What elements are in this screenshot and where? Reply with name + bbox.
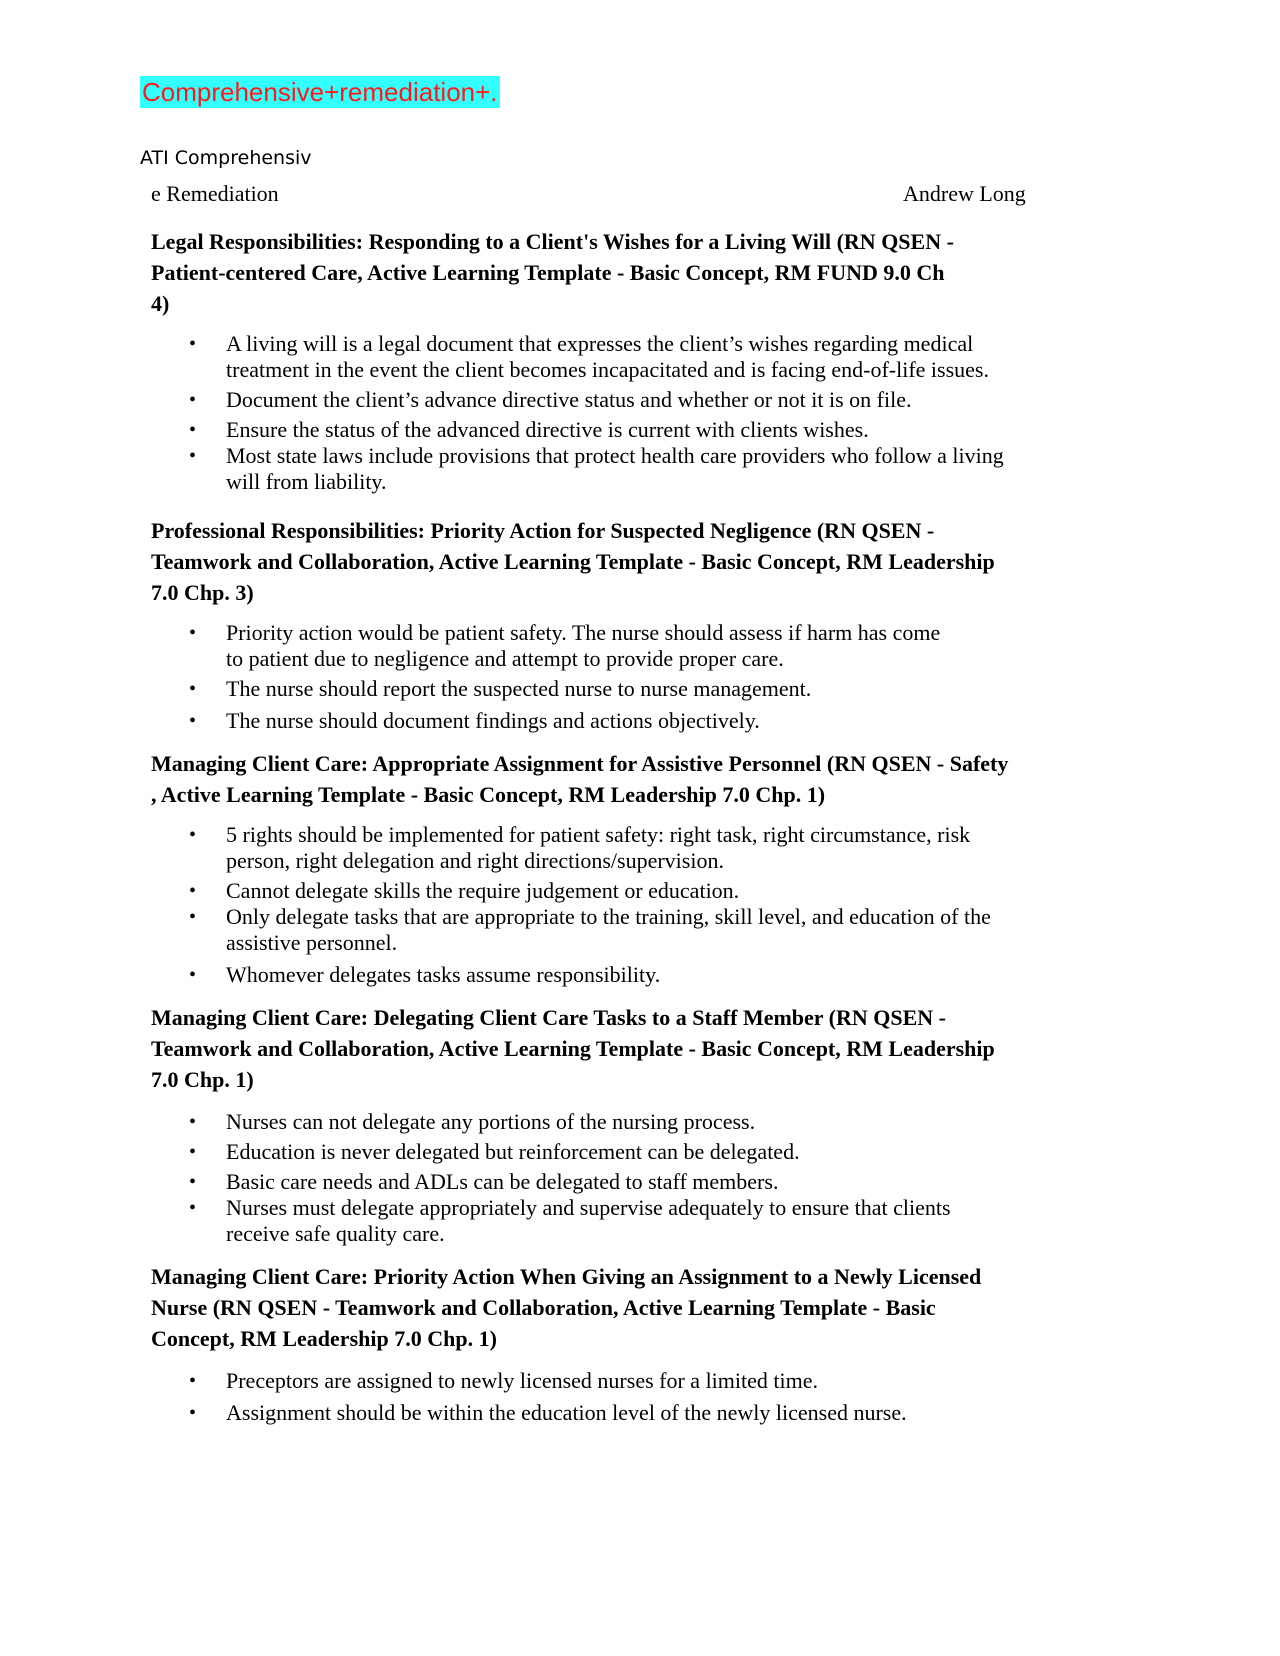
bullet-icon: • — [189, 622, 197, 644]
list-item-line: Basic care needs and ADLs can be delegated to staff members. — [226, 1169, 779, 1194]
list-item — [151, 417, 1141, 443]
list-item — [151, 708, 1141, 734]
list-item — [151, 904, 1141, 956]
bullet-icon: • — [189, 964, 197, 986]
bullet-icon: • — [189, 333, 197, 355]
author-name: Andrew Long — [903, 181, 1026, 206]
list-item-line: Education is never delegated but reinforcement can be delegated. — [226, 1139, 800, 1164]
section-heading-line: Managing Client Care: Delegating Client Care Tasks to a Staff Member (RN QSEN - — [151, 1005, 947, 1030]
bullet-icon: • — [189, 389, 197, 411]
section-heading — [151, 515, 1141, 608]
section-heading — [151, 1261, 1141, 1354]
bullet-icon: • — [189, 1141, 197, 1163]
bullet-icon: • — [189, 445, 197, 467]
list-item — [151, 878, 1141, 904]
list-item — [151, 443, 1141, 495]
list-item — [151, 1139, 1141, 1165]
list-item-line: Ensure the status of the advanced directive is current with clients wishes. — [226, 417, 869, 442]
bullet-icon: • — [189, 1197, 197, 1219]
list-item — [151, 1109, 1141, 1135]
section-heading-line: Managing Client Care: Priority Action When Giving an Assignment to a Newly Licensed — [151, 1264, 982, 1289]
section-heading-line: Legal Responsibilities: Responding to a Client's Wishes for a Living Will (RN QSEN - — [151, 229, 954, 254]
list-item-line: treatment in the event the client becomes incapacitated and is facing end-of-life issues. — [226, 357, 989, 382]
list-item-line: The nurse should document findings and actions objectively. — [226, 708, 760, 733]
list-item-line: Nurses can not delegate any portions of the nursing process. — [226, 1109, 756, 1134]
bullet-icon: • — [189, 1111, 197, 1133]
document-label-part1: ATI Comprehensiv — [140, 147, 312, 169]
bullet-icon: • — [189, 906, 197, 928]
list-item — [151, 1400, 1141, 1426]
list-item-line: Only delegate tasks that are appropriate to the training, skill level, and education of the — [226, 904, 991, 929]
bullet-icon: • — [189, 710, 197, 732]
list-item-line: Priority action would be patient safety. The nurse should assess if harm has come — [226, 620, 941, 645]
list-item — [151, 387, 1141, 413]
bullet-list — [151, 331, 1141, 495]
section-heading-line: Concept, RM Leadership 7.0 Chp. 1) — [151, 1326, 497, 1351]
section-heading — [151, 748, 1141, 810]
bullet-icon: • — [189, 678, 197, 700]
list-item-line: The nurse should report the suspected nurse to nurse management. — [226, 676, 812, 701]
list-item-line: person, right delegation and right directions/supervision. — [226, 848, 724, 873]
bullet-icon: • — [189, 1370, 197, 1392]
document-body — [151, 226, 1141, 1426]
document-label-part2: e Remediation — [151, 181, 279, 206]
bullet-list — [151, 1368, 1141, 1426]
section — [151, 1002, 1141, 1247]
bullet-list — [151, 822, 1141, 988]
list-item-line: Most state laws include provisions that protect health care providers who follow a living — [226, 443, 1004, 468]
section-heading-line: , Active Learning Template - Basic Concept, RM Leadership 7.0 Chp. 1) — [151, 782, 826, 807]
bullet-icon: • — [189, 880, 197, 902]
list-item-line: will from liability. — [226, 469, 387, 494]
list-item-line: assistive personnel. — [226, 930, 398, 955]
list-item-line: Whomever delegates tasks assume responsibility. — [226, 962, 661, 987]
list-item — [151, 676, 1141, 702]
list-item-line: to patient due to negligence and attempt to provide proper care. — [226, 646, 784, 671]
section-heading-line: 7.0 Chp. 1) — [151, 1067, 254, 1092]
list-item — [151, 1195, 1141, 1247]
bullet-list — [151, 1109, 1141, 1247]
document-title: Comprehensive+remediation+. — [142, 77, 498, 107]
section — [151, 515, 1141, 734]
list-item — [151, 620, 1141, 672]
section-heading — [151, 1002, 1141, 1095]
list-item-line: Preceptors are assigned to newly licensed nurses for a limited time. — [226, 1368, 818, 1393]
list-item — [151, 331, 1141, 383]
section-heading — [151, 226, 1141, 319]
section — [151, 226, 1141, 495]
section — [151, 1261, 1141, 1426]
list-item-line: Cannot delegate skills the require judgement or education. — [226, 878, 740, 903]
list-item-line: A living will is a legal document that expresses the client’s wishes regarding medical — [226, 331, 974, 356]
bullet-icon: • — [189, 419, 197, 441]
list-item-line: Nurses must delegate appropriately and supervise adequately to ensure that clients — [226, 1195, 951, 1220]
section-heading-line: Nurse (RN QSEN - Teamwork and Collaboration, Active Learning Template - Basic — [151, 1295, 936, 1320]
section — [151, 748, 1141, 988]
bullet-icon: • — [189, 1402, 197, 1424]
bullet-icon: • — [189, 1171, 197, 1193]
section-heading-line: Professional Responsibilities: Priority Action for Suspected Negligence (RN QSEN - — [151, 518, 935, 543]
list-item — [151, 1368, 1141, 1394]
section-heading-line: Managing Client Care: Appropriate Assignment for Assistive Personnel (RN QSEN - Safety — [151, 751, 1009, 776]
section-heading-line: Teamwork and Collaboration, Active Learning Template - Basic Concept, RM Leadership — [151, 1036, 995, 1061]
list-item-line: receive safe quality care. — [226, 1221, 445, 1246]
list-item-line: Assignment should be within the education level of the newly licensed nurse. — [226, 1400, 907, 1425]
list-item — [151, 962, 1141, 988]
list-item — [151, 1169, 1141, 1195]
bullet-list — [151, 620, 1141, 734]
list-item — [151, 822, 1141, 874]
section-heading-line: Teamwork and Collaboration, Active Learning Template - Basic Concept, RM Leadership — [151, 549, 995, 574]
section-heading-line: Patient-centered Care, Active Learning Template - Basic Concept, RM FUND 9.0 Ch — [151, 260, 945, 285]
list-item-line: Document the client’s advance directive status and whether or not it is on file. — [226, 387, 912, 412]
bullet-icon: • — [189, 824, 197, 846]
section-heading-line: 4) — [151, 291, 170, 316]
section-heading-line: 7.0 Chp. 3) — [151, 580, 254, 605]
list-item-line: 5 rights should be implemented for patient safety: right task, right circumstance, risk — [226, 822, 971, 847]
